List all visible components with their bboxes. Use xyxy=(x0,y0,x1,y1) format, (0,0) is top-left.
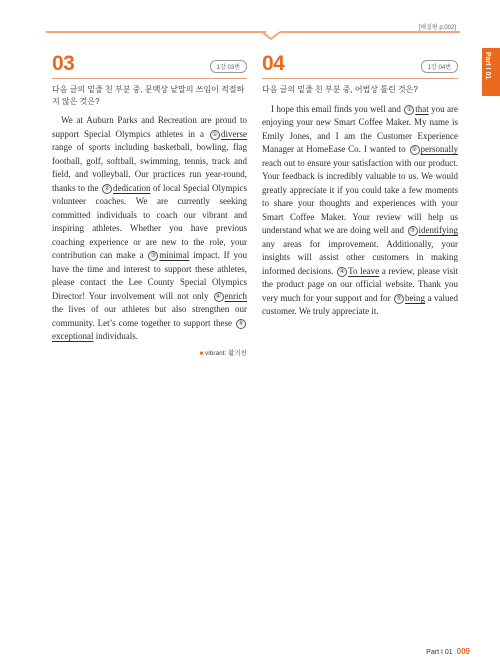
answer-reference: [해설편 p.002] xyxy=(418,25,456,31)
question-prompt: 다음 글의 밑줄 친 부분 중, 어법상 틀린 것은? xyxy=(262,85,418,94)
underlined-word: minimal xyxy=(159,250,190,260)
footnote-definition: : 활기찬 xyxy=(224,349,247,357)
footnote-word: vibrant xyxy=(205,349,225,357)
lesson-badge: 1강 04번 xyxy=(421,60,458,73)
choice-marker: ③ xyxy=(148,251,158,261)
question-header xyxy=(52,54,247,79)
choice-marker: ① xyxy=(210,130,220,140)
header-rule-right xyxy=(280,31,460,33)
underlined-word: enrich xyxy=(224,290,247,301)
footnote: ■ vibrant: 활기찬 xyxy=(199,349,247,357)
underlined-word: To leave xyxy=(348,265,380,276)
header-notch-icon xyxy=(262,22,280,40)
question-header xyxy=(262,54,458,79)
header-rule-left xyxy=(46,31,266,33)
passage: We at Auburn Parks and Recreation are proud to support Special Olympics athletes in a ① diverse range of sports including basketball, bowling, flag football, golf, softball, swimming, tennis, track and field, and volleyball. Our practices run year-round, thanks to the ② dedication of local Special Olympics volunteer coaches. We are currently seeking committed individuals to coach our vibrant and inspiring athletes. Whether you have previous coaching experience or are new to the role, your contribution can make a ③ minimal impact. If you have the time and interest to support these athletes, please contact the Lee County Special Olympics Director! Your involvement will not only ④ enrich the lives of our athletes but also strengthen our community. Let’s come together to support these ⑤exceptional individuals. xyxy=(52,115,247,341)
choice-marker: ③ xyxy=(408,226,418,236)
page-footer xyxy=(426,647,470,656)
choice-marker: ④ xyxy=(337,267,347,277)
underlined-word: identifying xyxy=(418,225,458,235)
underlined-word: exceptional xyxy=(52,331,94,341)
choice-marker: ⑤ xyxy=(394,294,404,304)
underlined-word: diverse xyxy=(221,128,247,139)
choice-marker: ① xyxy=(404,105,414,115)
choice-marker: ② xyxy=(410,145,420,155)
question-prompt: 다음 글의 밑줄 친 부분 중, 문맥상 낱말의 쓰임이 적절하지 않은 것은? xyxy=(52,85,245,106)
choice-marker: ② xyxy=(102,184,112,194)
choice-marker: ⑤ xyxy=(236,319,246,329)
passage: I hope this email finds you well and ① that you are enjoying your new Smart Coffee Maker. My name is Emily Jones, and I am the Customer Experience Manager at HomeEase Co. I wanted to ② personally reach out to ensure your satisfaction with our product. Your feedback is incredibly valuable to us. We would greatly appreciate it if you could take a few moments to share your thoughts and experiences with your Smart Coffee Maker. Your review will help us understand what we are doing well and ③ identifying any areas for improvement. Additionally, your insights will assist other customers in making informed decisions. ④ To leave a review, please visit the product page on our official website. Thank you very much for your support and for ⑤ being a valued customer. We truly appreciate it. xyxy=(262,103,459,316)
side-tab-label: Part I 01 xyxy=(484,52,491,80)
choice-marker: ④ xyxy=(214,292,224,302)
underlined-word: dedication xyxy=(113,182,151,193)
footer-part-label: Part I 01 xyxy=(426,649,453,656)
lesson-badge: 1강 03번 xyxy=(210,60,247,73)
question-number: 03 xyxy=(52,52,75,75)
question-04 xyxy=(262,54,458,319)
underlined-word: personally xyxy=(420,144,458,154)
question-03 xyxy=(52,54,247,357)
side-tab xyxy=(482,48,500,96)
underlined-word: that xyxy=(415,103,429,114)
underlined-word: being xyxy=(405,292,426,303)
question-number: 04 xyxy=(262,52,285,75)
page-number: 009 xyxy=(456,647,470,656)
